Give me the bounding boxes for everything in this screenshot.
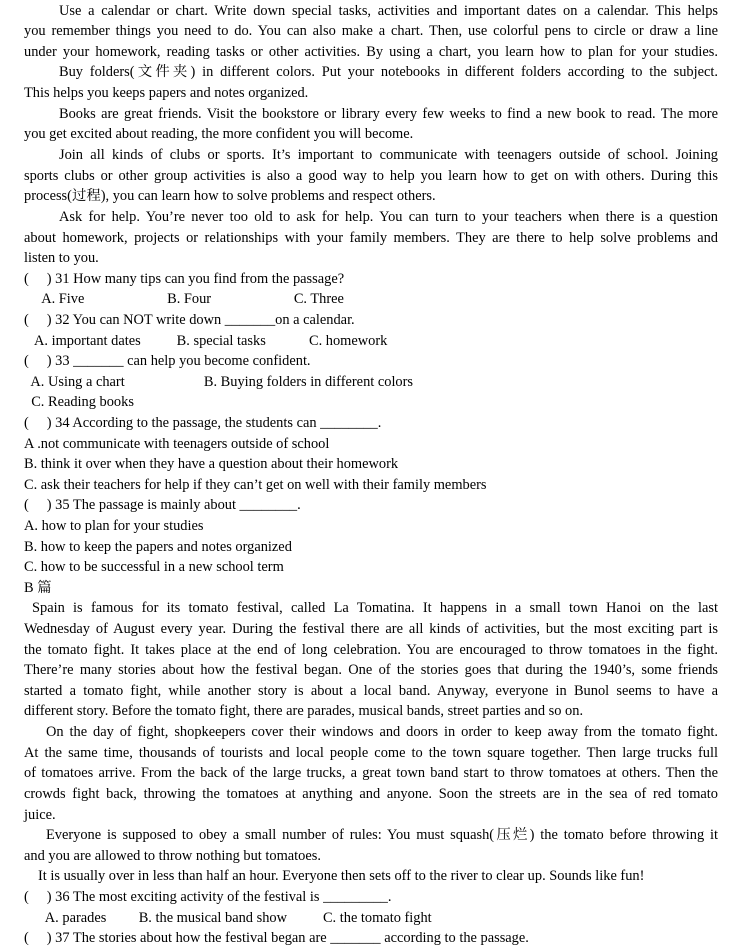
text-line: Everyone is supposed to obey a small number of rules: You must squash(压烂) the tomato before throwing it xyxy=(46,827,718,843)
text-line: Use a calendar or chart. Write down special tasks, activities and important dates on a calendar. This helps xyxy=(59,3,718,19)
text-line: juice. xyxy=(24,807,56,823)
text-line: the tomato fight. It takes place at the end of long celebration. You are encouraged to throw tomatoes in the fight. xyxy=(24,642,718,658)
text-line: different story. Before the tomato fight, there are parades, musical bands, street parties and so on. xyxy=(24,703,584,719)
text-line: Wednesday of August every year. During the festival there are all kinds of activities, but the most exciting part is xyxy=(24,621,718,637)
text-line: B 篇 xyxy=(24,580,52,596)
text-line: At the same time, thousands of tourists and local people come to the town square together. Then large trucks full xyxy=(24,745,718,761)
text-line: C. how to be successful in a new school term xyxy=(24,559,284,575)
text-line: and you are allowed to throw nothing but tomatoes. xyxy=(24,848,321,864)
text-line: C. ask their teachers for help if they can’t get on well with their family members xyxy=(24,477,487,493)
text-line: sports clubs or other group activities is also a good way to help you learn how to get on with others. During this xyxy=(24,168,718,184)
text-line: ( ) 34 According to the passage, the students can ________. xyxy=(24,415,382,431)
text-line: C. Reading books xyxy=(24,394,134,410)
text-line: Buy folders(文件夹) in different colors. Put your notebooks in different folders according to the subject. xyxy=(59,64,718,80)
text-line: A. how to plan for your studies xyxy=(24,518,204,534)
text-line: started a tomato fight, while another story is about a local band. Anyway, everyone in Bunol seems to have a xyxy=(24,683,718,699)
text-line: This helps you keeps papers and notes organized. xyxy=(24,85,309,101)
text-line: under your homework, reading tasks or other activities. By using a chart, you learn how to plan for your studies. xyxy=(24,44,718,60)
text-line: Books are great friends. Visit the bookstore or library every few weeks to find a new book to read. The more xyxy=(59,106,718,122)
text-line: Join all kinds of clubs or sports. It’s important to communicate with teenagers outside of school. Joining xyxy=(59,147,718,163)
text-line: you get excited about reading, the more confident you will become. xyxy=(24,126,414,142)
text-line: A. parades B. the musical band show C. the tomato fight xyxy=(24,910,432,926)
text-line: ( ) 32 You can NOT write down _______on a calendar. xyxy=(24,312,355,328)
text-line: ( ) 37 The stories about how the festival began are _______ according to the passage. xyxy=(24,930,529,946)
text-line: ( ) 33 _______ can help you become confident. xyxy=(24,353,311,369)
text-line: A. Using a chart B. Buying folders in different colors xyxy=(24,374,414,390)
text-line: A. important dates B. special tasks C. homework xyxy=(24,333,388,349)
text-line: Ask for help. You’re never too old to ask for help. You can turn to your teachers when there is a question xyxy=(59,209,718,225)
text-line: ( ) 36 The most exciting activity of the festival is _________. xyxy=(24,889,392,905)
text-line: It is usually over in less than half an hour. Everyone then sets off to the river to clear up. Sounds like fun! xyxy=(38,868,645,884)
text-line: you remember things you need to do. You can also make a chart. Then, use colorful pens to circle or draw a line xyxy=(24,23,718,39)
text-line: A .not communicate with teenagers outside of school xyxy=(24,436,330,452)
text-line: about homework, projects or relationships with your family members. They are there to help solve problems and xyxy=(24,230,718,246)
text-line: On the day of fight, shopkeepers cover their windows and doors in order to keep away from the tomato fight. xyxy=(46,724,718,740)
text-line: crowds fight back, throwing the tomatoes at anything and anyone. Soon the streets are in the sea of red tomato xyxy=(24,786,718,802)
text-line: ( ) 31 How many tips can you find from the passage? xyxy=(24,271,345,287)
text-line: ( ) 35 The passage is mainly about ________. xyxy=(24,497,301,513)
text-line: There’re many stories about how the festival began. One of the stories goes that during the 1940’s, some friends xyxy=(24,662,718,678)
text-line: listen to you. xyxy=(24,250,99,266)
text-line: A. Five B. Four C. Three xyxy=(24,291,344,307)
text-line: B. how to keep the papers and notes organized xyxy=(24,539,292,555)
text-line: process(过程), you can learn how to solve problems and respect others. xyxy=(24,188,436,204)
text-line: of tomatoes arrive. From the back of the large trucks, a great town band start to throw tomatoes at others. Then the xyxy=(24,765,718,781)
text-line: Spain is famous for its tomato festival, called La Tomatina. It happens in a small town Hanoi on the last xyxy=(32,600,718,616)
text-line: B. think it over when they have a question about their homework xyxy=(24,456,399,472)
